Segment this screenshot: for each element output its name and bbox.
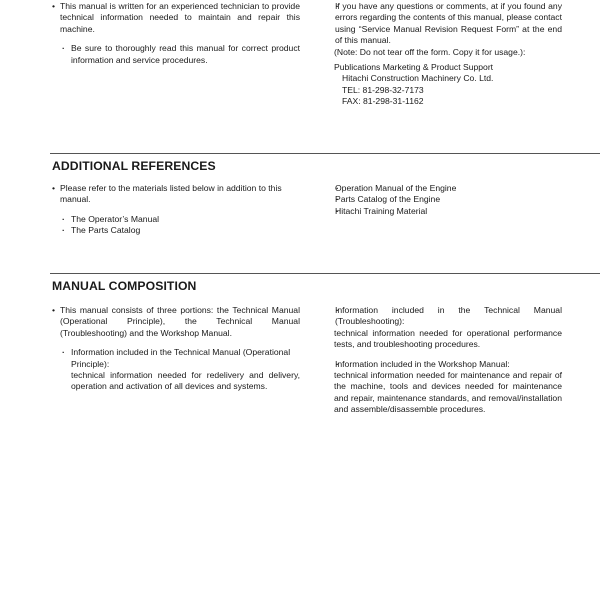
op-principle-title: · Information included in the Technical Manual (Operational Principle): bbox=[52, 347, 300, 370]
workshop-body: technical information needed for maintenance and repair of the machine, tools and devices needed for maintenance and repair, maintenance standards, and removal/installation and assemble/disassemble procedures. bbox=[334, 370, 562, 415]
workshop-title: · Information included in the Workshop Manual: bbox=[326, 359, 562, 370]
intro-right-column bbox=[326, 1, 562, 108]
intro-sub-bullet: · Be sure to thoroughly read this manual for correct product information and service procedures. bbox=[52, 43, 300, 66]
op-principle-body: technical information needed for redelivery and delivery, operation and activation of all devices and systems. bbox=[71, 370, 300, 392]
troubleshooting-body: technical information needed for operational performance tests, and troubleshooting procedures. bbox=[334, 327, 562, 350]
feedback-sub-bullet: · If you have any questions or comments, at if you found any errors regarding the contents of this manual, please contact using “Service Manual Revision Request Form” at the end of this manual. bbox=[326, 1, 562, 47]
contact-company: Hitachi Construction Machinery Co. Ltd. bbox=[342, 73, 494, 84]
references-right-column bbox=[326, 183, 562, 217]
intro-bullet: • This manual is written for an experienced technician to provide technical information needed to maintain and repair this machine. bbox=[52, 1, 300, 35]
contact-fax: FAX: 81-298-31-1162 bbox=[342, 96, 424, 107]
reference-item: · Hitachi Training Material bbox=[326, 206, 562, 217]
contact-department: Publications Marketing & Product Support bbox=[334, 62, 494, 73]
section-divider bbox=[50, 153, 600, 154]
intro-left-column bbox=[52, 1, 300, 66]
reference-item: · Parts Catalog of the Engine bbox=[326, 194, 562, 205]
composition-bullet: • This manual consists of three portions: the Technical Manual (Operational Principle), the Technical Manual (Troubleshooting) and the Workshop Manual. bbox=[52, 305, 300, 339]
troubleshooting-title: · Information included in the Technical Manual (Troubleshooting): bbox=[326, 305, 562, 328]
reference-item: · The Operator’s Manual bbox=[52, 214, 300, 225]
contact-tel: TEL: 81-298-32-7173 bbox=[342, 84, 424, 95]
reference-item: · Operation Manual of the Engine bbox=[326, 183, 562, 194]
feedback-note: (Note: Do not tear off the form. Copy it for usage.): bbox=[334, 46, 526, 57]
composition-left-column bbox=[52, 305, 300, 393]
references-bullet: • Please refer to the materials listed below in addition to this manual. bbox=[52, 183, 300, 206]
section-heading-manual-composition: MANUAL COMPOSITION bbox=[52, 279, 197, 293]
reference-item: · The Parts Catalog bbox=[52, 225, 300, 236]
references-left-column bbox=[52, 183, 300, 237]
section-heading-additional-references: ADDITIONAL REFERENCES bbox=[52, 159, 216, 173]
section-divider bbox=[50, 273, 600, 274]
composition-right-column bbox=[326, 305, 562, 416]
